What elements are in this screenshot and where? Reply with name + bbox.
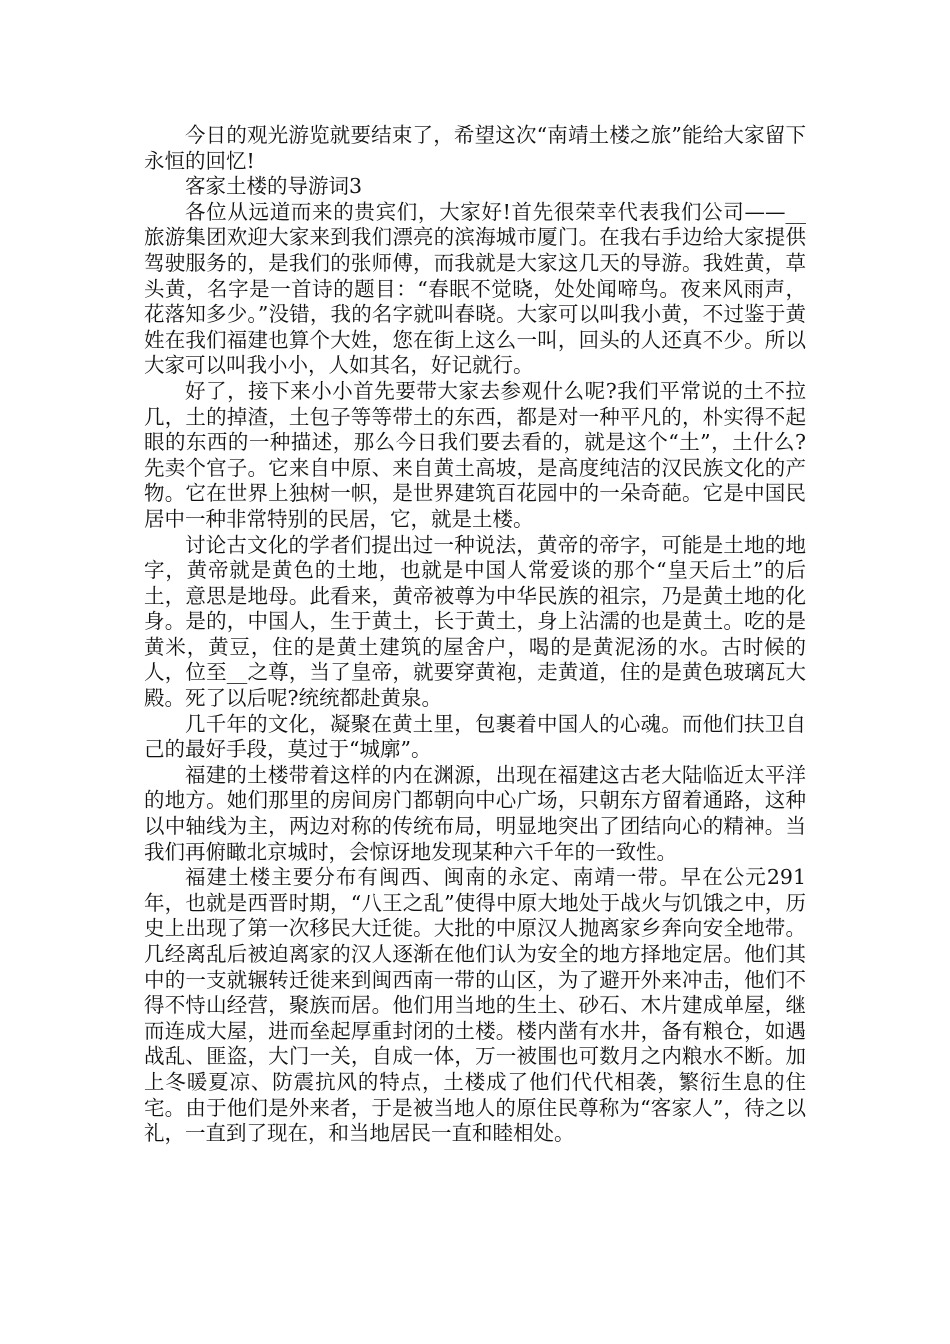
paragraph-culture: 几千年的文化，凝聚在黄土里，包裹着中国人的心魂。而他们扶卫自己的最好手段，莫过于“城廓”。 xyxy=(144,711,806,762)
paragraph-closing: 今日的观光游览就要结束了，希望这次“南靖土楼之旅”能给大家留下永恒的回忆! xyxy=(144,123,806,173)
document-body xyxy=(144,123,806,1147)
paragraph-yellow-earth: 讨论古文化的学者们提出过一种说法，黄帝的帝字，可能是土地的地字，黄帝就是黄色的土地，也就是中国人常爱谈的那个“皇天后土”的后土，意思是地母。此看来，黄帝被尊为中华民族的祖宗，乃是黄土地的化身。是的，中国人，生于黄土，长于黄土，身上沾濡的也是黄土。吃的是黄米，黄豆，住的是黄土建筑的屋舍户，喝的是黄泥汤的水。古时候的人，位至__之尊，当了皇帝，就要穿黄袍，走黄道，住的是黄色玻璃瓦大殿。死了以后呢?统统都赴黄泉。 xyxy=(144,532,806,711)
paragraph-tulou-intro: 好了，接下来小小首先要带大家去参观什么呢?我们平常说的土不拉几，土的掉渣，土包子等等带土的东西，都是对一种平凡的，朴实得不起眼的东西的一种描述，那么今日我们要去看的，就是这个“土”，土什么?先卖个官子。它来自中原、来自黄土高坡，是高度纯洁的汉民族文化的产物。它在世界上独树一帜，是世界建筑百花园中的一朵奇葩。它是中国民居中一种非常特别的民居，它，就是土楼。 xyxy=(144,378,806,531)
paragraph-fujian-tulou: 福建的土楼带着这样的内在渊源，出现在福建这古老大陆临近太平洋的地方。她们那里的房间房门都朝向中心广场，只朝东方留着通路，这种以中轴线为主，两边对称的传统布局，明显地突出了团结向心的精神。当我们再俯瞰北京城时，会惊讶地发现某种六千年的一致性。 xyxy=(144,762,806,864)
paragraph-hakka-history: 福建土楼主要分布有闽西、闽南的永定、南靖一带。早在公元291年，也就是西晋时期，“八王之乱”使得中原大地处于战火与饥饿之中，历史上出现了第一次移民大迁徙。大批的中原汉人抛离家乡奔向安全地带。几经离乱后被迫离家的汉人逐渐在他们认为安全的地方择地定居。他们其中的一支就辗转迁徙来到闽西南一带的山区，为了避开外来冲击，他们不得不恃山经营，聚族而居。他们用当地的生土、砂石、木片建成单屋，继而连成大屋，进而垒起厚重封闭的土楼。楼内凿有水井，备有粮仓，如遇战乱、匪盗，大门一关，自成一体，万一被围也可数月之内粮水不断。加上冬暖夏凉、防震抗风的特点，土楼成了他们代代相袭，繁衍生息的住宅。由于他们是外来者，于是被当地人的原住民尊称为“客家人”，待之以礼，一直到了现在，和当地居民一直和睦相处。 xyxy=(144,865,806,1146)
paragraph-welcome: 各位从远道而来的贵宾们，大家好!首先很荣幸代表我们公司——__旅游集团欢迎大家来到我们漂亮的滨海城市厦门。在我右手边给大家提供驾驶服务的，是我们的张师傅，而我就是大家这几天的导游。我姓黄，草头黄，名字是一首诗的题目：“春眠不觉晓，处处闻啼鸟。夜来风雨声，花落知多少。”没错，我的名字就叫春晓。大家可以叫我小黄，不过鉴于黄姓在我们福建也算个大姓，您在街上这么一叫，回头的人还真不少。所以大家可以叫我小小，人如其名，好记就行。 xyxy=(144,199,806,378)
section-title: 客家土楼的导游词3 xyxy=(185,174,363,199)
